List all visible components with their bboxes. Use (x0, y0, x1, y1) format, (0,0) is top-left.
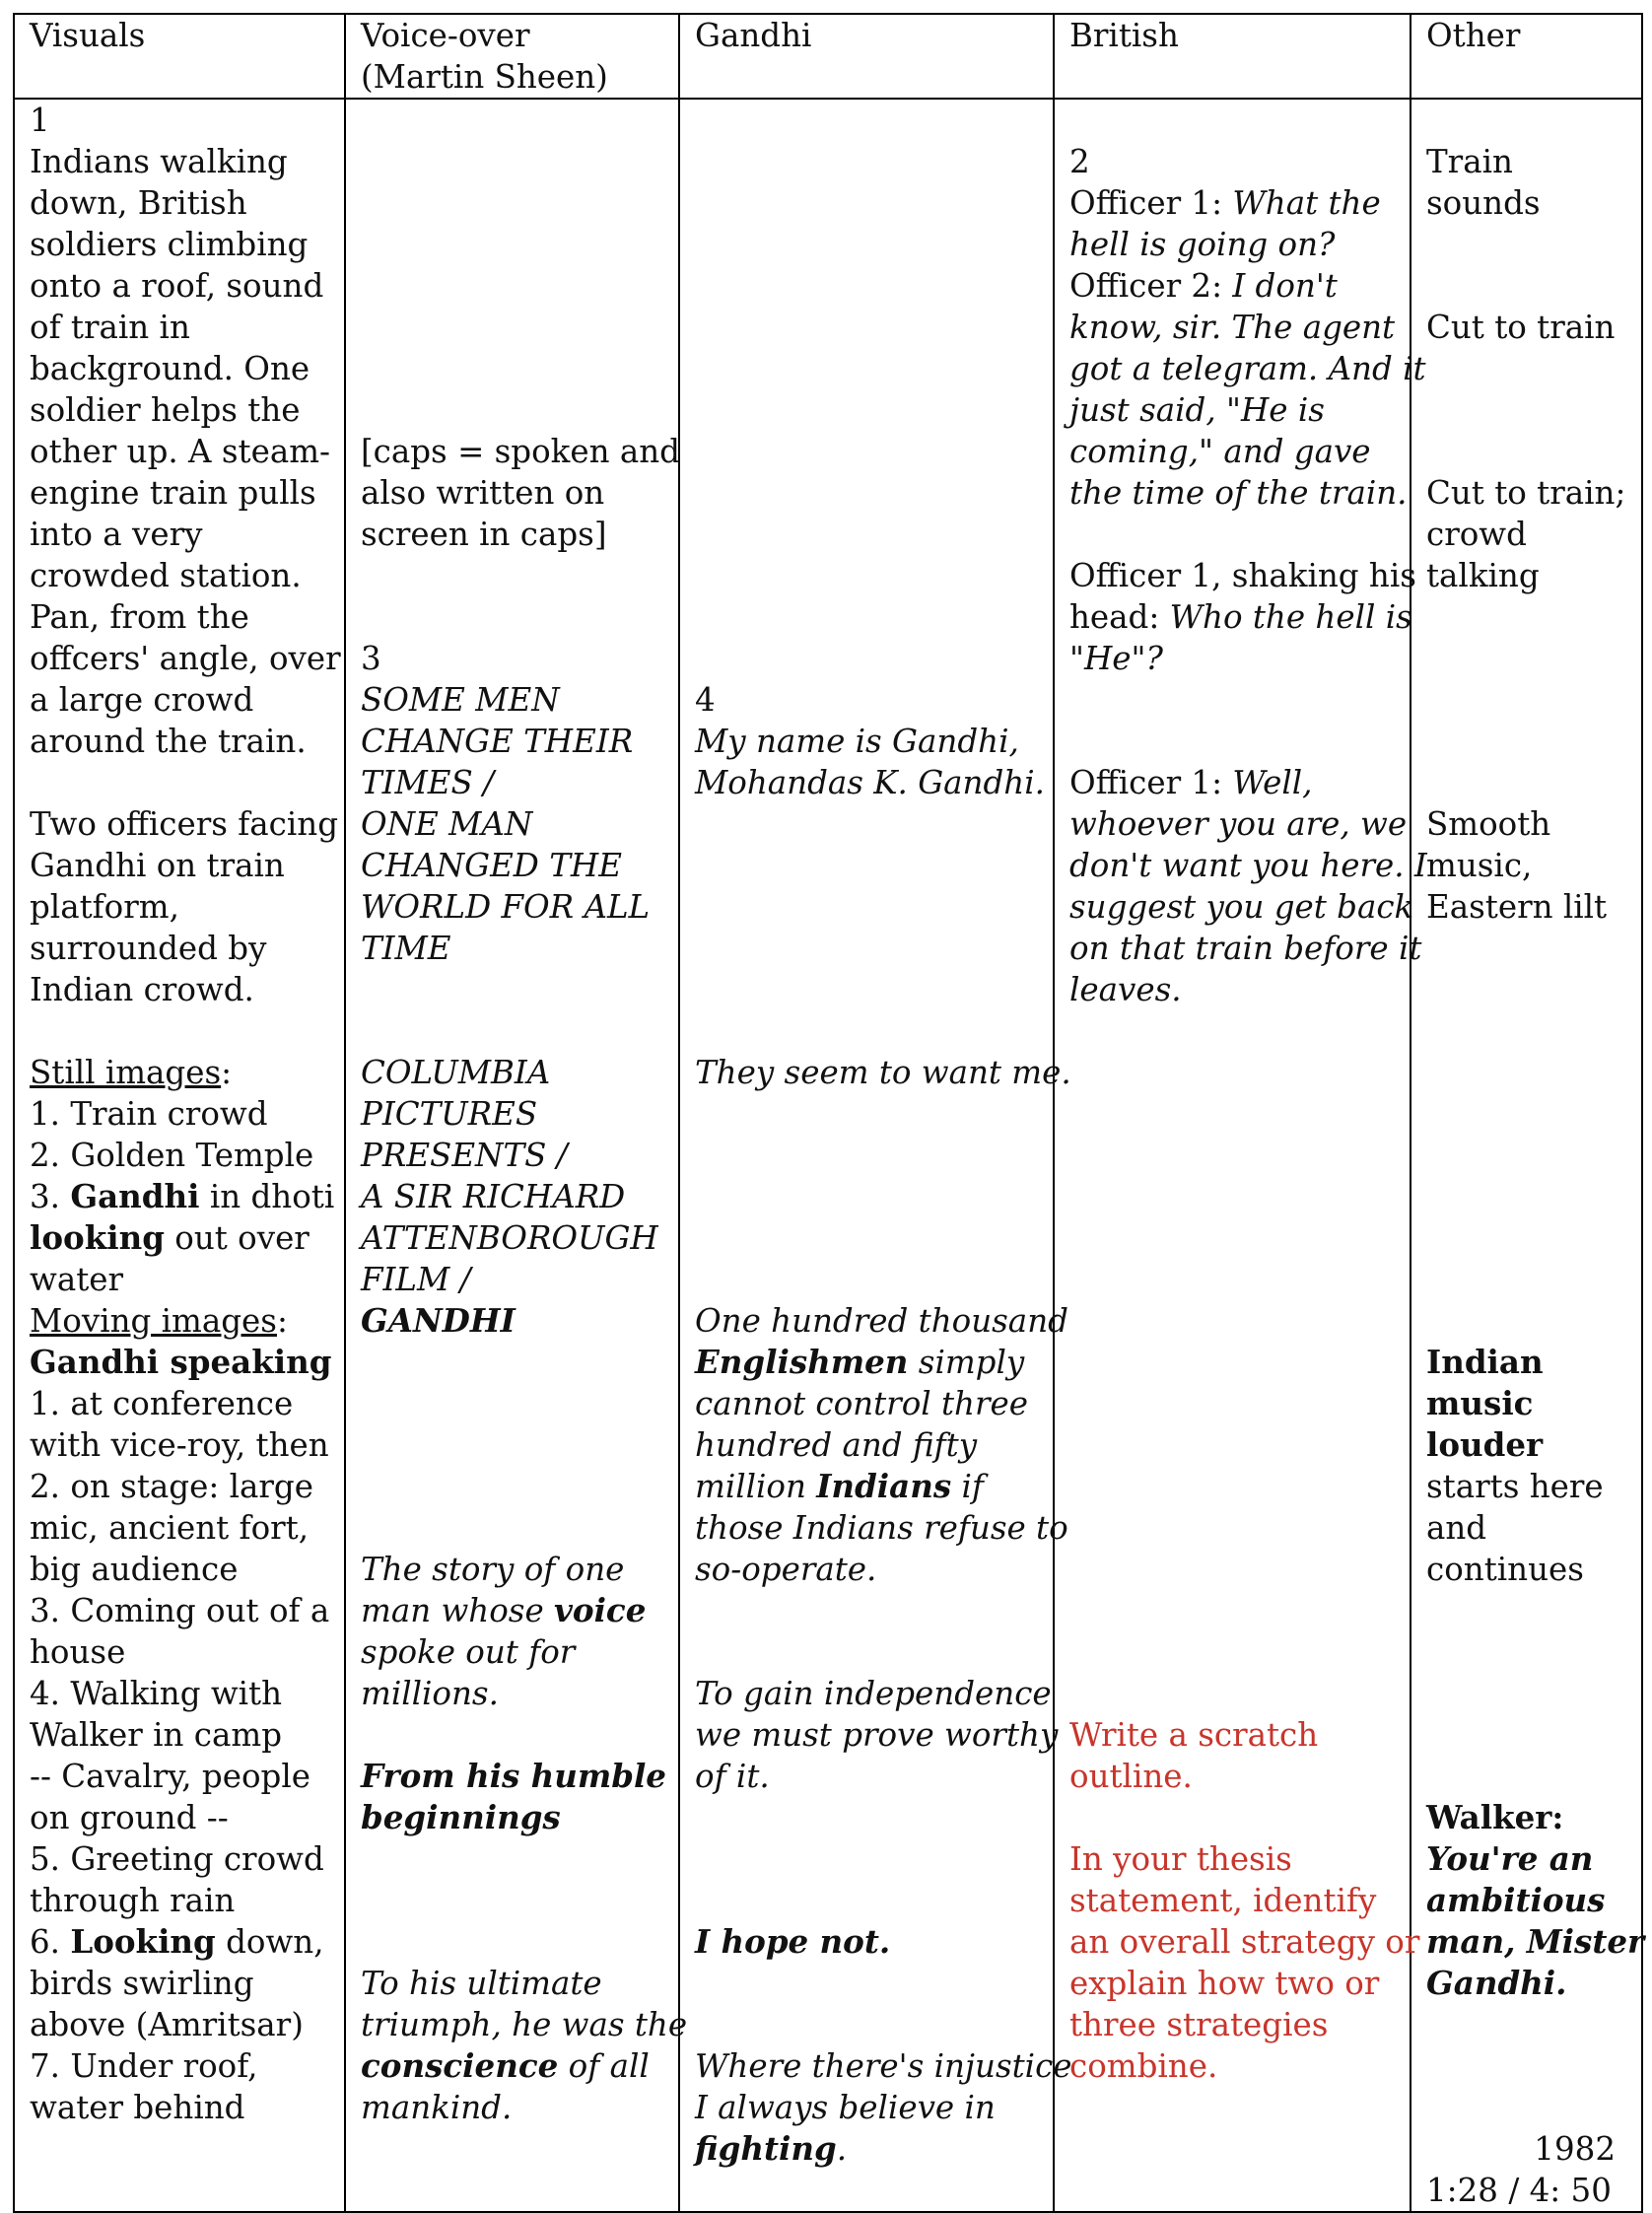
british-cell: 2 Officer 1: What the hell is going on? Officer 2: I don't know, sir. The agent got a telegram. And it just said, "He is coming," and gave the time of the train. Officer 1, shaking his head: Who the hell is "He"? Officer 1: Well, whoever you are, we don't want you here. I suggest you get back on that train before it leaves. Write a scratch outline. In your thesis statement, identify an overall strategy or explain how two or three strategies combine. (1054, 99, 1411, 2212)
document-page (13, 13, 1645, 2209)
header-row (14, 14, 1642, 99)
section-number: 3 (361, 640, 381, 677)
header-gandhi: Gandhi (679, 14, 1054, 99)
moving-images-heading: Moving images: (30, 1302, 288, 1340)
header-voiceover: Voice-over (Martin Sheen) (345, 14, 679, 99)
section-number: 2 (1069, 143, 1090, 180)
visuals-cell: 1 Indians walking down, British soldiers climbing onto a roof, sound of train in background. One soldier helps the other up. A steam- engine train pulls into a very crowded station. Pan, from the offcers' angle, over a large crowd around the train. Two officers facing Gandhi on train platform, surrounded by Indian crowd. Still images: 1. Train crowd 2. Golden Temple 3. Gandhi in dhoti looking out over water Moving images: Gandhi speaking 1. at conference with vice-roy, then 2. on stage: large mic, ancient fort, big audience 3. Coming out of a house 4. Walking with Walker in camp -- Cavalry, people on ground -- 5. Greeting crowd through rain 6. Looking down, birds swirling above (Amritsar) 7. Under roof, water behind (14, 99, 345, 2212)
section-number: 4 (695, 681, 716, 719)
content-row (14, 99, 1642, 2212)
gandhi-cell: 4 My name is Gandhi, Mohandas K. Gandhi. They seem to want me. One hundred thousand Englishmen simply cannot control three hundred and fifty million Indians if those Indians refuse to so-operate. To gain independence we must prove worthy of it. I hope not. Where there's injustice I always believe in fighting. (679, 99, 1054, 2212)
still-images-heading: Still images: (30, 1054, 233, 1091)
voiceover-cell: [caps = spoken and also written on screen in caps] 3 SOME MEN CHANGE THEIR TIMES / ONE MAN CHANGED THE WORLD FOR ALL TIME COLUMBIA PICTURES PRESENTS / A SIR RICHARD ATTENBOROUGH FILM / GANDHI The story of one man whose voice spoke out for millions. From his humble beginnings To his ultimate triumph, he was the conscience of all mankind. (345, 99, 679, 2212)
other-cell: Train sounds Cut to train Cut to train; crowd talking Smooth music, Eastern lilt Indian music louder starts here and continues Walker: You're an ambitious man, Mister Gandhi. 1982 1:28 / 4: 50 (1411, 99, 1642, 2212)
header-british: British (1054, 14, 1411, 99)
header-other: Other (1411, 14, 1642, 99)
timestamp: 1:28 / 4: 50 (1426, 2172, 1612, 2209)
film-analysis-table (13, 13, 1643, 2213)
instructor-note-thesis: In your thesis statement, identify an overall strategy or explain how two or three strategies combine. (1069, 1840, 1420, 2085)
section-number: 1 (30, 102, 50, 139)
instructor-note-scratch: Write a scratch outline. (1069, 1716, 1319, 1795)
release-year: 1982 (1534, 2130, 1616, 2168)
header-visuals: Visuals (14, 14, 345, 99)
